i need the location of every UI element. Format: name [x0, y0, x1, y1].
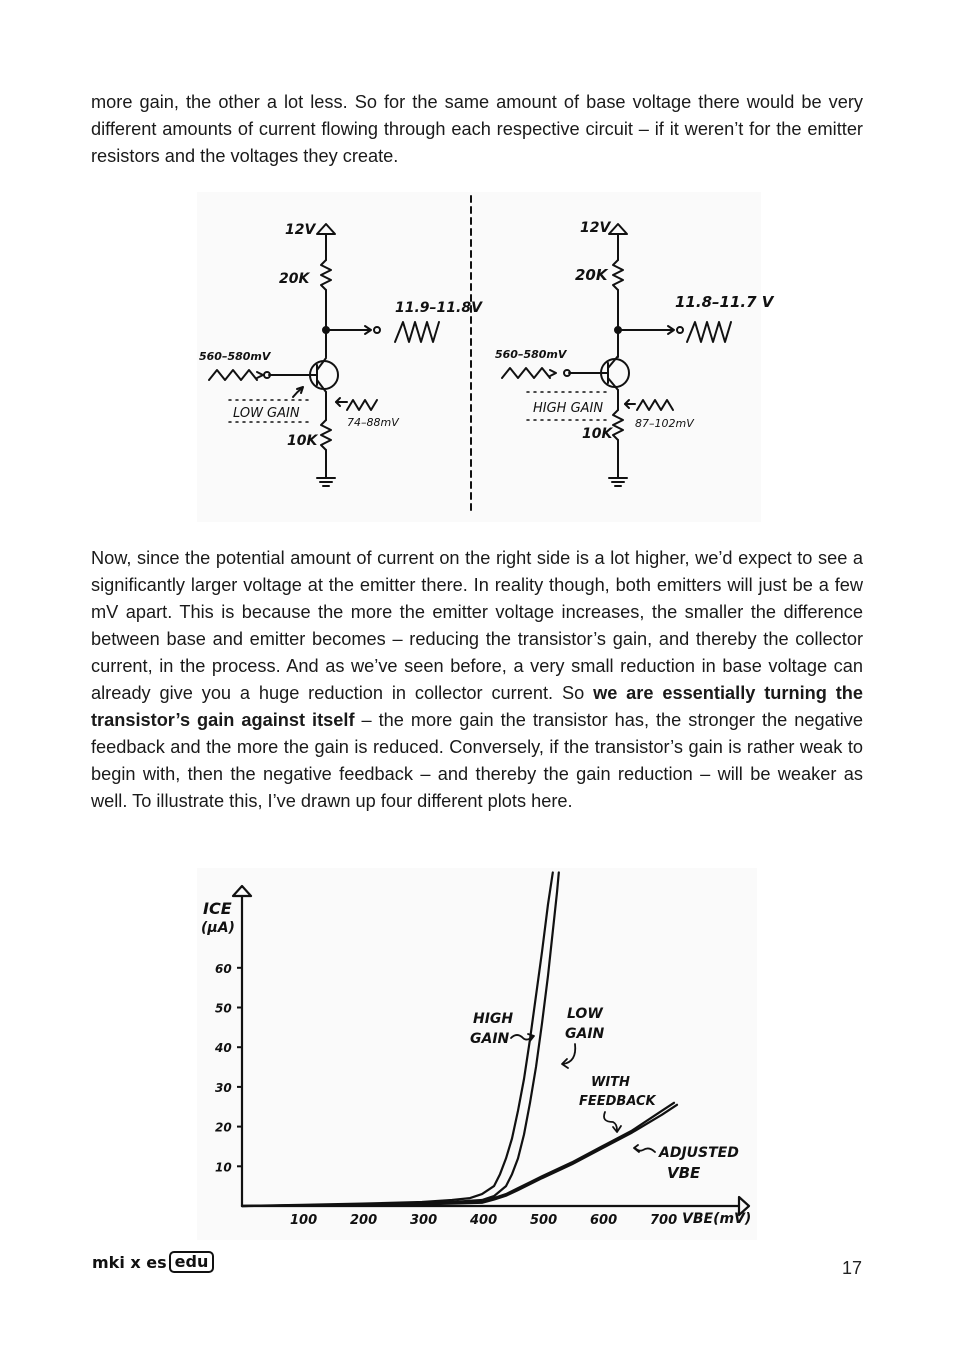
y-axis-unit: (µA) — [201, 920, 235, 936]
emitter-signal-icon — [347, 400, 377, 410]
y-tick-label: 60 — [215, 961, 232, 976]
output-signal-icon — [687, 322, 731, 342]
left-base-input-label: 560–580mV — [199, 350, 271, 363]
footer-logo-edu: edu — [169, 1251, 215, 1273]
output-signal-icon — [395, 322, 439, 342]
y-tick-label: 40 — [215, 1041, 232, 1056]
series-line-3 — [242, 1103, 674, 1206]
input-signal-icon — [502, 368, 550, 378]
annotation-high-gain-line1: HIGH — [473, 1011, 514, 1027]
annotation-low-gain-line2: GAIN — [565, 1026, 605, 1042]
paragraph-explanation-emphasis: we are essentially turning the transistor’s gain against itself — [91, 683, 863, 730]
y-tick-label: 20 — [215, 1120, 232, 1135]
left-gain-label: LOW GAIN — [233, 406, 300, 421]
x-tick-label: 200 — [350, 1213, 378, 1228]
supply-arrow-icon — [317, 224, 335, 234]
circuit-diagrams — [197, 192, 774, 522]
y-tick-label: 10 — [215, 1160, 232, 1175]
paragraph-explanation-start: Now, since the potential amount of current on the right side is a lot higher, we’d expect to see a significantly larger voltage at the emitter there. In reality though, both emitters will just be a few mV apart. This is because the more the emitter voltage increases, the smaller the difference between base and emitter becomes – reducing the transistor’s gain, and thereby the collector current, in the process. And as we’ve seen before, a very small reduction in base voltage can already give you a huge reduction in collector current. So — [91, 548, 863, 703]
paragraph-explanation-end: – the more gain the transistor has, the stronger the negative feedback and the more the gain is reduced. Conversely, if the transistor’s gain is rather weak to begin with, then the negative feedback – and thereby the gain reduction – will be weaker as well. To illustrate this, I’ve drawn up four different plots here. — [91, 710, 863, 811]
left-emitter-voltage-label: 74–88mV — [347, 416, 399, 429]
resistor-symbol — [321, 260, 331, 290]
resistor-symbol — [613, 260, 623, 290]
plot-curves — [242, 873, 677, 1207]
circuit-comparison-figure — [197, 192, 774, 522]
annotation-high-gain-line2: GAIN — [470, 1031, 510, 1047]
left-collector-voltage-label: 11.9–11.8V — [395, 300, 482, 316]
right-emitter-voltage-label: 87–102mV — [635, 417, 694, 430]
footer-logo-text: mki x es — [92, 1252, 167, 1272]
paragraph-intro: more gain, the other a lot less. So for the same amount of base voltage there would be very different amounts of current flowing through each respective circuit – if it weren’t for the emitter resistors and the voltages they create. — [91, 92, 863, 166]
x-axis-label: VBE(mV) — [682, 1211, 752, 1227]
page-number: 17 — [841, 1258, 862, 1278]
footer-logo — [92, 1250, 214, 1274]
x-tick-label: 300 — [410, 1213, 438, 1228]
x-tick-label: 100 — [290, 1213, 318, 1228]
right-gain-label: HIGH GAIN — [533, 401, 604, 416]
annotation-adjusted-line2: VBE — [667, 1164, 701, 1182]
right-supply-label: 12V — [580, 220, 611, 236]
left-bottom-resistor-label: 10K — [287, 433, 318, 449]
y-axis-label: ICE — [203, 899, 232, 918]
series-line-4 — [242, 1105, 677, 1206]
left-supply-label: 12V — [285, 222, 316, 238]
annotation-with-feedback-line2: FEEDBACK — [579, 1094, 656, 1109]
y-tick-label: 50 — [215, 1001, 232, 1016]
plot-svg — [197, 868, 757, 1240]
left-top-resistor-label: 20K — [279, 271, 310, 287]
right-collector-voltage-label: 11.8–11.7 V — [675, 293, 774, 311]
emitter-signal-icon — [637, 400, 673, 410]
gain-feedback-plot — [197, 868, 757, 1240]
y-tick-label: 30 — [215, 1080, 232, 1095]
supply-arrow-icon — [609, 224, 627, 234]
resistor-symbol — [321, 420, 331, 450]
annotation-with-feedback-line1: WITH — [591, 1075, 630, 1090]
y-axis-arrow-icon — [233, 886, 251, 896]
x-tick-label: 600 — [590, 1213, 618, 1228]
right-top-resistor-label: 20K — [575, 266, 608, 284]
resistor-symbol — [613, 410, 623, 440]
right-base-input-label: 560–580mV — [495, 348, 567, 361]
x-tick-label: 500 — [530, 1213, 558, 1228]
right-bottom-resistor-label: 10K — [582, 426, 613, 442]
x-tick-label: 700 — [650, 1213, 678, 1228]
annotation-low-gain-line1: LOW — [567, 1006, 603, 1022]
input-signal-icon — [209, 370, 257, 380]
annotation-adjusted-line1: ADJUSTED — [659, 1145, 739, 1161]
series-line-2 — [242, 873, 559, 1207]
paragraph-explanation — [91, 545, 863, 815]
x-tick-label: 400 — [470, 1213, 498, 1228]
